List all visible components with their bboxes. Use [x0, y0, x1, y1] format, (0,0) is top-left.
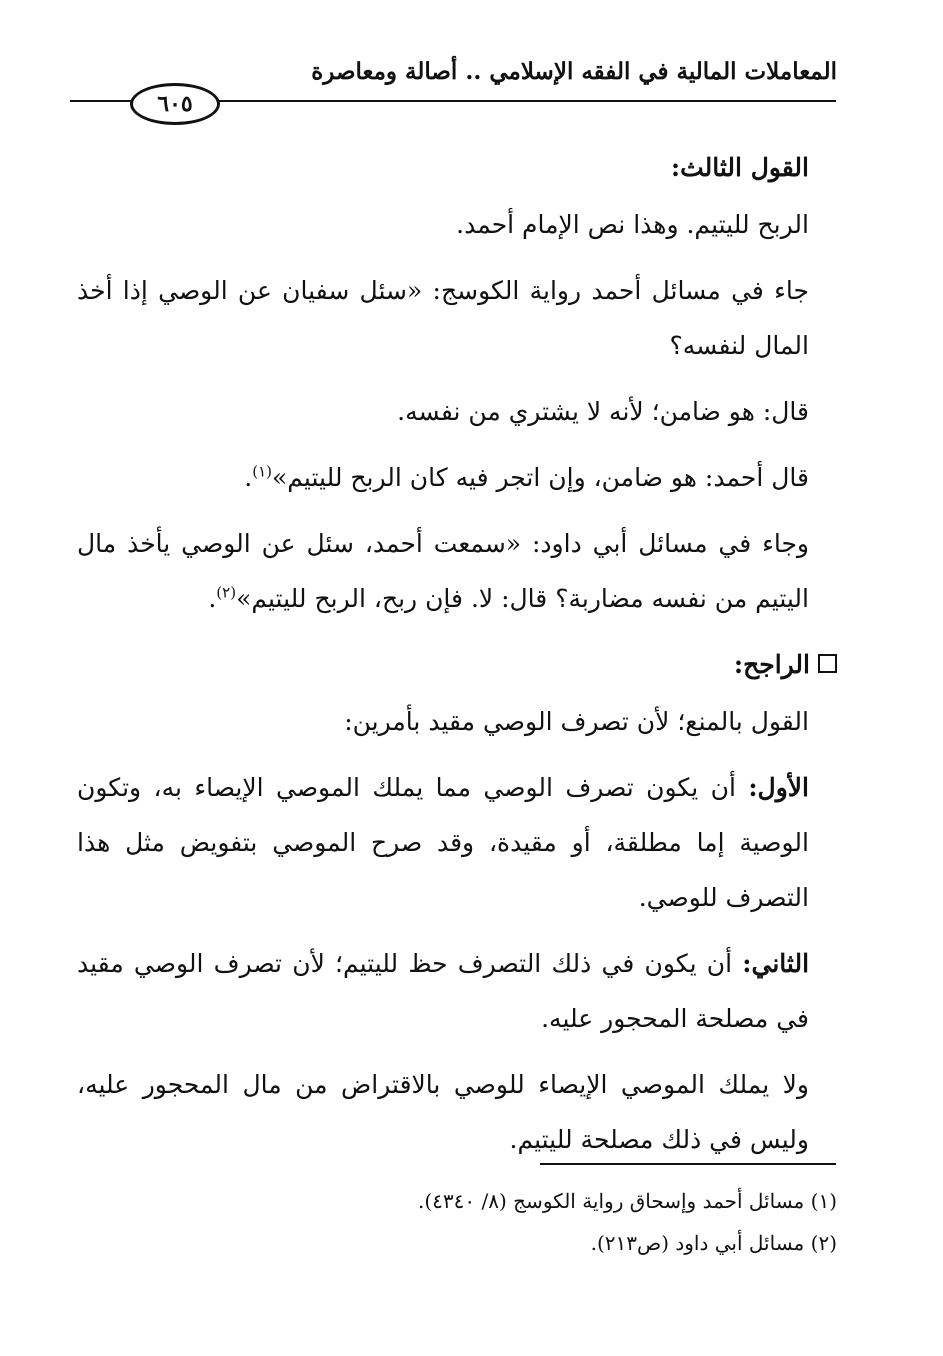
section-heading-preponderant	[77, 637, 837, 692]
page-number: ٦٠٥	[130, 83, 220, 125]
paragraph-text: هو ضامن؛ لأنه لا يشتري من نفسه.	[397, 397, 755, 426]
paragraph-text: أن يكون تصرف الوصي مما يملك الموصي الإيصاء به، وتكون الوصية إما مطلقة، أو مقيدة، وقد صرح الموصي بتفويض مثل هذا التصرف للوصي.	[77, 773, 809, 912]
footnote-rule	[540, 1163, 836, 1165]
term-label: الأول:	[748, 773, 809, 802]
checkbox-icon	[818, 654, 837, 673]
paragraph: جاء في مسائل أحمد رواية الكوسج: «سئل سفيان عن الوصي إذا أخذ المال لنفسه؟	[77, 276, 809, 360]
main-text	[77, 140, 837, 1178]
running-title: المعاملات المالية في الفقه الإسلامي .. أصالة ومعاصرة	[311, 58, 837, 85]
footnote: (٢) مسائل أبي داود (ص٢١٣).	[590, 1231, 837, 1255]
paragraph-text: أن يكون في ذلك التصرف حظ لليتيم؛ لأن تصرف الوصي مقيد في مصلحة المحجور عليه.	[77, 949, 809, 1033]
paragraph: الربح لليتيم. وهذا نص الإمام أحمد.	[456, 210, 809, 239]
paragraph: قال أحمد: هو ضامن، وإن اتجر فيه كان الربح لليتيم»$^{(١)}$.	[244, 462, 809, 492]
footnotes	[77, 1180, 837, 1264]
term-label: الثاني:	[742, 949, 810, 978]
footnote-ref: (٢)	[216, 583, 237, 602]
paragraph: القول بالمنع؛ لأن تصرف الوصي مقيد بأمرين:	[344, 707, 809, 736]
paragraph-text: وجاء في مسائل أبي داود: «سمعت أحمد، سئل عن الوصي يأخذ مال اليتيم من نفسه مضاربة؟ قال: لا. فإن ربح، الربح لليتيم»	[77, 529, 809, 613]
section-heading-third-opinion: القول الثالث:	[670, 153, 809, 182]
paragraph: وجاء في مسائل أبي داود: «سمعت أحمد، سئل عن الوصي يأخذ مال اليتيم من نفسه مضاربة؟ قال: لا. فإن ربح، الربح لليتيم»$^{(٢)}$.	[77, 529, 809, 613]
speaker-label: قال:	[762, 397, 809, 426]
paragraph-text: قال أحمد: هو ضامن، وإن اتجر فيه كان الربح لليتيم»	[272, 463, 809, 492]
footnote: (١) مسائل أحمد وإسحاق رواية الكوسج (٨/ ٤٣٤٠).	[417, 1189, 837, 1213]
paragraph	[77, 936, 837, 1046]
paragraph: ولا يملك الموصي الإيصاء للوصي بالاقتراض من مال المحجور عليه، وليس في ذلك مصلحة لليتيم.	[77, 1070, 809, 1154]
paragraph	[77, 760, 837, 925]
section-heading-text: الراجح:	[733, 650, 810, 679]
footnote-ref: (١)	[252, 462, 272, 481]
paragraph	[77, 384, 837, 439]
